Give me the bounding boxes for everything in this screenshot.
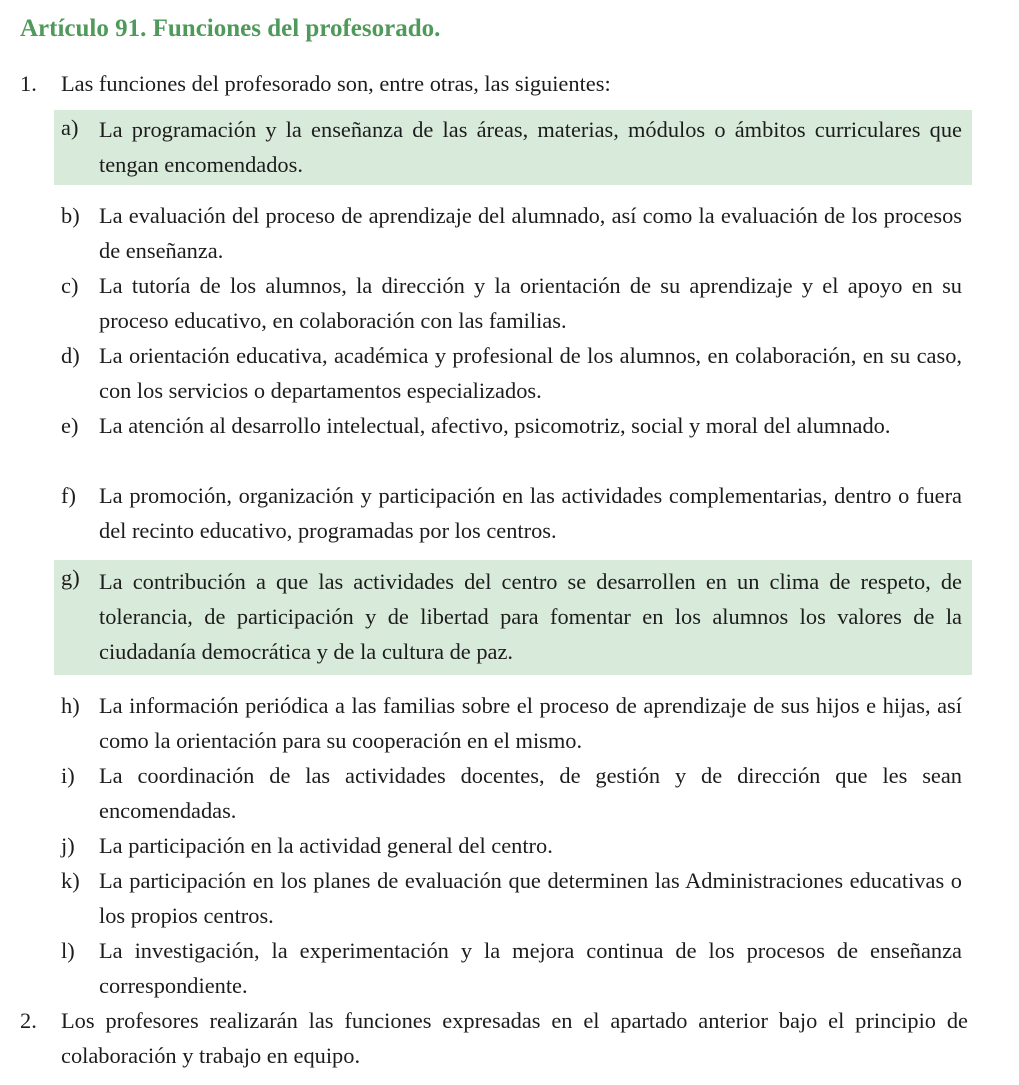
- list-item-label: k): [61, 868, 80, 893]
- list-item-b: [54, 198, 972, 268]
- list-item-text: La investigación, la experimentación y la mejora continua de los procesos de enseñanza correspondiente.: [99, 938, 962, 998]
- list-item-c: [54, 268, 972, 338]
- list-item-label: b): [61, 203, 80, 228]
- list-item-label: a): [61, 115, 79, 140]
- list-item-k: [54, 863, 972, 933]
- list-item-a: [54, 110, 972, 185]
- list-item-label: c): [61, 273, 79, 298]
- list-item-text: La participación en la actividad general del centro.: [99, 833, 553, 858]
- list-item-i: [54, 758, 972, 828]
- list-item-text: La orientación educativa, académica y profesional de los alumnos, en colaboración, en su caso, con los servicios o departamentos especializados.: [99, 343, 962, 403]
- list-item-text: La información periódica a las familias sobre el proceso de aprendizaje de sus hijos e hijas, así como la orientación para su cooperación en el mismo.: [99, 693, 962, 753]
- list-item-text: La contribución a que las actividades del centro se desarrollen en un clima de respeto, de tolerancia, de participación y de libertad para fomentar en los alumnos los valores de la ciudadanía democrática y de la cultura de paz.: [99, 569, 962, 664]
- paragraph-2: [20, 1003, 968, 1073]
- paragraph-1-number: 1.: [20, 71, 37, 96]
- list-item-label: j): [61, 833, 75, 858]
- list-item-text: La atención al desarrollo intelectual, afectivo, psicomotriz, social y moral del alumnado.: [99, 413, 891, 438]
- list-item-e: [54, 408, 972, 443]
- list-item-text: La coordinación de las actividades docentes, de gestión y de dirección que les sean encomendadas.: [99, 763, 962, 823]
- paragraph-1: [20, 66, 968, 101]
- list-item-h: [54, 688, 972, 758]
- list-item-label: d): [61, 343, 80, 368]
- list-item-label: h): [61, 693, 80, 718]
- paragraph-2-number: 2.: [20, 1008, 37, 1033]
- list-item-label: e): [61, 413, 79, 438]
- paragraph-1-text: Las funciones del profesorado son, entre otras, las siguientes:: [61, 71, 611, 96]
- list-item-text: La participación en los planes de evaluación que determinen las Administraciones educativas o los propios centros.: [99, 868, 962, 928]
- article-title: Artículo 91. Funciones del profesorado.: [20, 15, 441, 42]
- list-item-f: [54, 478, 972, 548]
- list-item-text: La promoción, organización y participación en las actividades complementarias, dentro o fuera del recinto educativo, programadas por los centros.: [99, 483, 962, 543]
- list-item-label: l): [61, 938, 75, 963]
- list-item-l: [54, 933, 972, 1003]
- list-item-j: [54, 828, 972, 863]
- list-item-label: f): [61, 483, 76, 508]
- list-item-text: La evaluación del proceso de aprendizaje del alumnado, así como la evaluación de los procesos de enseñanza.: [99, 203, 962, 263]
- list-item-d: [54, 338, 972, 408]
- list-item-text: La programación y la enseñanza de las áreas, materias, módulos o ámbitos curriculares que tengan encomendados.: [99, 117, 962, 177]
- paragraph-2-text: Los profesores realizarán las funciones expresadas en el apartado anterior bajo el principio de colaboración y trabajo en equipo.: [61, 1008, 968, 1068]
- list-item-label: g): [61, 565, 80, 590]
- list-item-label: i): [61, 763, 75, 788]
- list-item-g: [54, 560, 972, 675]
- list-item-text: La tutoría de los alumnos, la dirección y la orientación de su aprendizaje y el apoyo en su proceso educativo, en colaboración con las familias.: [99, 273, 962, 333]
